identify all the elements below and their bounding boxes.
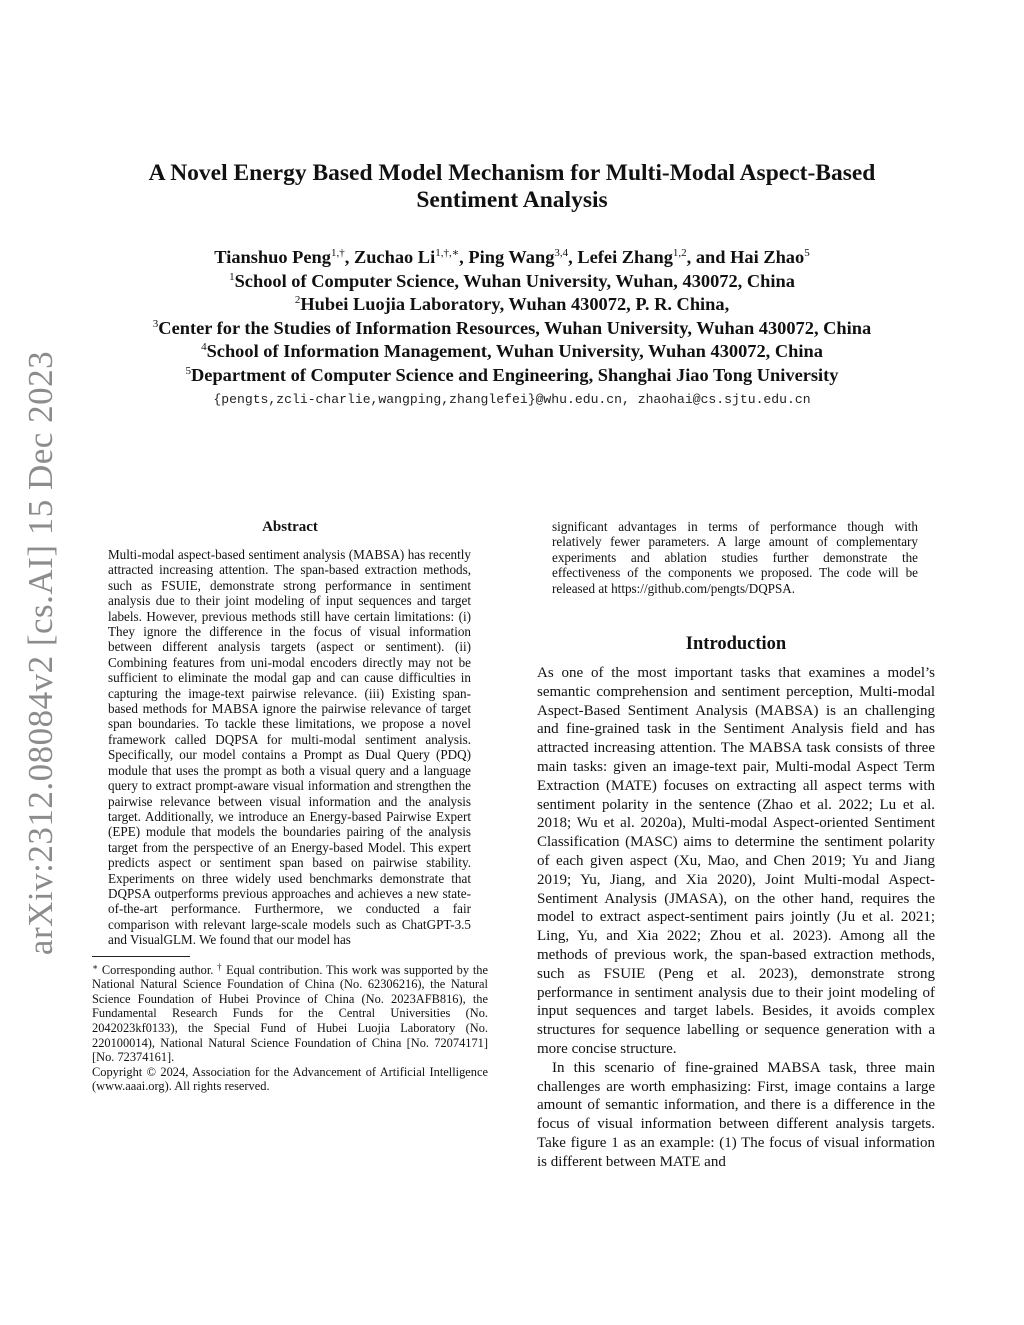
affiliation-line bbox=[90, 317, 934, 341]
affiliation-line bbox=[90, 364, 934, 388]
affiliation-text: Center for the Studies of Information Resources, Wuhan University, Wuhan 430072, China bbox=[158, 317, 872, 338]
author-separator: , bbox=[344, 247, 354, 267]
abstract-text: Multi-modal aspect-based sentiment analysis (MABSA) has recently attracted increasing attention. The span-based extraction methods, such as FSUIE, demonstrate strong performance in sentiment analysis due to their joint modeling of input sequences and target labels. However, previous methods still have certain limitations: (i) They ignore the difference in the focus of visual information between different analysis targets (aspect or sentiment). (ii) Combining features from uni-modal encoders directly may not be sufficient to eliminate the modal gap and can cause difficulties in capturing the image-text pairwise relevance. (iii) Existing span-based methods for MABSA ignore the pairwise relevance of target span boundaries. To tackle these limitations, we propose a novel framework called DQPSA for multi-modal sentiment analysis. Specifically, our model contains a Prompt as Dual Query (PDQ) module that uses the prompt as both a visual query and a language query to extract prompt-aware visual information and strengthen the pairwise relevance between visual information and the analysis target. Additionally, we introduce an Energy-based Pairwise Expert (EPE) module that models the boundaries pairing of the analysis target from the perspective of an Energy-based Model. This expert predicts aspect or sentiment span based on pairwise stability. Experiments on three widely used benchmarks demonstrate that DQPSA outperforms previous approaches and achieves a new state-of-the-art performance. Furthermore, we conducted a fair comparison with relevant large-scale models such as ChatGPT-3.5 and VisualGLM. We found that our model has bbox=[108, 547, 471, 948]
affiliation-text: School of Information Management, Wuhan University, Wuhan 430072, China bbox=[206, 341, 823, 362]
author-name: Tianshuo Peng bbox=[214, 247, 331, 267]
footnote bbox=[92, 963, 488, 1065]
right-column bbox=[537, 519, 935, 1172]
author-emails: {pengts,zcli-charlie,wangping,zhanglefei}@whu.edu.cn, zhaohai@cs.sjtu.edu.cn bbox=[213, 392, 811, 407]
author-affiliation-mark: 1,2 bbox=[672, 247, 687, 259]
affiliation-line bbox=[90, 270, 934, 294]
arxiv-sidebar-stamp bbox=[16, 350, 66, 955]
corresponding-mark: ∗ bbox=[92, 961, 99, 972]
affiliation-number: 3 bbox=[152, 317, 159, 330]
affiliation-line bbox=[90, 293, 934, 317]
footnote-divider bbox=[92, 956, 190, 957]
affiliation-number: 4 bbox=[201, 341, 207, 354]
copyright-notice: Copyright © 2024, Association for the Advancement of Artificial Intelligence (www.aaai.org). All rights reserved. bbox=[92, 1064, 488, 1094]
footnote-text-b: Equal contribution. This work was supported by the National Natural Science Foundation of China (No. 62306216), the Natural Science Foundation of Hubei Province of China (No. 2023AFB816), the Fundamental Research Funds for the Central Universities (No. 2042023kf0133), the Special Fund of Hubei Luojia Laboratory (No. 220100014), National Natural Science Foundation of China [No. 72074171] [No. 72374161]. bbox=[92, 962, 488, 1065]
affiliation-text: Department of Computer Science and Engineering, Shanghai Jiao Tong University bbox=[191, 364, 839, 385]
abstract-continuation: significant advantages in terms of performance though with relatively fewer parameters. A large amount of complementary experiments and ablation studies further demonstrate the effectiveness of the components we proposed. The code will be released at https://github.com/pengts/DQPSA. bbox=[552, 519, 918, 596]
arxiv-identifier: arXiv:2312.08084v2 [cs.AI] 15 Dec 2023 bbox=[21, 350, 60, 955]
title-line-2: Sentiment Analysis bbox=[416, 187, 608, 213]
author-name: Zuchao Li bbox=[353, 247, 436, 267]
affiliation-number: 1 bbox=[229, 270, 235, 283]
author-name: Lefei Zhang bbox=[577, 247, 673, 267]
author-separator: , and bbox=[686, 247, 731, 267]
left-column bbox=[92, 518, 488, 1094]
author-affiliation-mark: 1,† bbox=[330, 247, 345, 259]
author-name: Hai Zhao bbox=[730, 247, 805, 267]
affiliation-line bbox=[90, 340, 934, 364]
introduction-heading: Introduction bbox=[685, 634, 787, 655]
author-list bbox=[90, 246, 934, 270]
equal-contribution-mark: † bbox=[217, 961, 223, 972]
affiliation-text: School of Computer Science, Wuhan University, Wuhan, 430072, China bbox=[234, 270, 795, 291]
author-affiliation-mark: 3,4 bbox=[554, 247, 569, 259]
affiliation-number: 5 bbox=[185, 364, 192, 377]
footnote-text-a: Corresponding author. bbox=[98, 962, 218, 977]
affiliation-number: 2 bbox=[294, 294, 301, 307]
affiliation-text: Hubei Luojia Laboratory, Wuhan 430072, P. R. China, bbox=[300, 294, 730, 315]
title-line-1: A Novel Energy Based Model Mechanism for Multi-Modal Aspect-Based bbox=[148, 160, 876, 186]
author-affiliation-mark: 1,†,∗ bbox=[435, 247, 460, 259]
intro-paragraph-2: In this scenario of fine-grained MABSA task, three main challenges are worth emphasizing: First, image contains a large amount of semantic information, and there is a difference in the focus of visual information between different analysis targets. Take figure 1 as an example: (1) The focus of visual information is different between MATE and bbox=[537, 1059, 935, 1170]
intro-paragraph-1: As one of the most important tasks that examines a model’s semantic comprehension and sentiment perception, Multi-modal Aspect-Based Sentiment Analysis (MABSA) is an challenging and fine-grained task in the Sentiment Analysis field and has attracted increasing attention. The MABSA task consists of three main tasks: given an image-text pair, Multi-modal Aspect Term Extraction (MATE) focuses on extracting all aspect terms with sentiment polarity in the sentence (Zhao et al. 2022; Lu et al. 2018; Wu et al. 2020a), Multi-modal Aspect-oriented Sentiment Classification (MASC) aims to determine the sentiment polarity of each given aspect (Xu, Mao, and Chen 2019; Yu and Jiang 2019; Yu, Jiang, and Xia 2020), Joint Multi-modal Aspect-Sentiment Analysis (JMASA), on the other hand, requires the model to extract aspect-sentiment pairs jointly (Ju et al. 2021; Ling, Yu, and Xia 2022; Zhou et al. 2023). Among all the methods of previous work, the span-based extraction methods, such as FSUIE (Peng et al. 2023), demonstrate strong performance in sentiment analysis due to their joint modeling of input sequences and target labels. Besides, it avoids complex structures for sequence labelling or sequence generation with a more concise structure. bbox=[537, 665, 935, 1057]
paper-title bbox=[90, 160, 934, 214]
abstract-heading: Abstract bbox=[262, 519, 318, 535]
author-separator: , bbox=[459, 247, 469, 267]
author-affiliation-mark: 5 bbox=[804, 247, 810, 259]
author-separator: , bbox=[568, 247, 578, 267]
author-name: Ping Wang bbox=[468, 247, 555, 267]
author-block bbox=[90, 246, 934, 388]
